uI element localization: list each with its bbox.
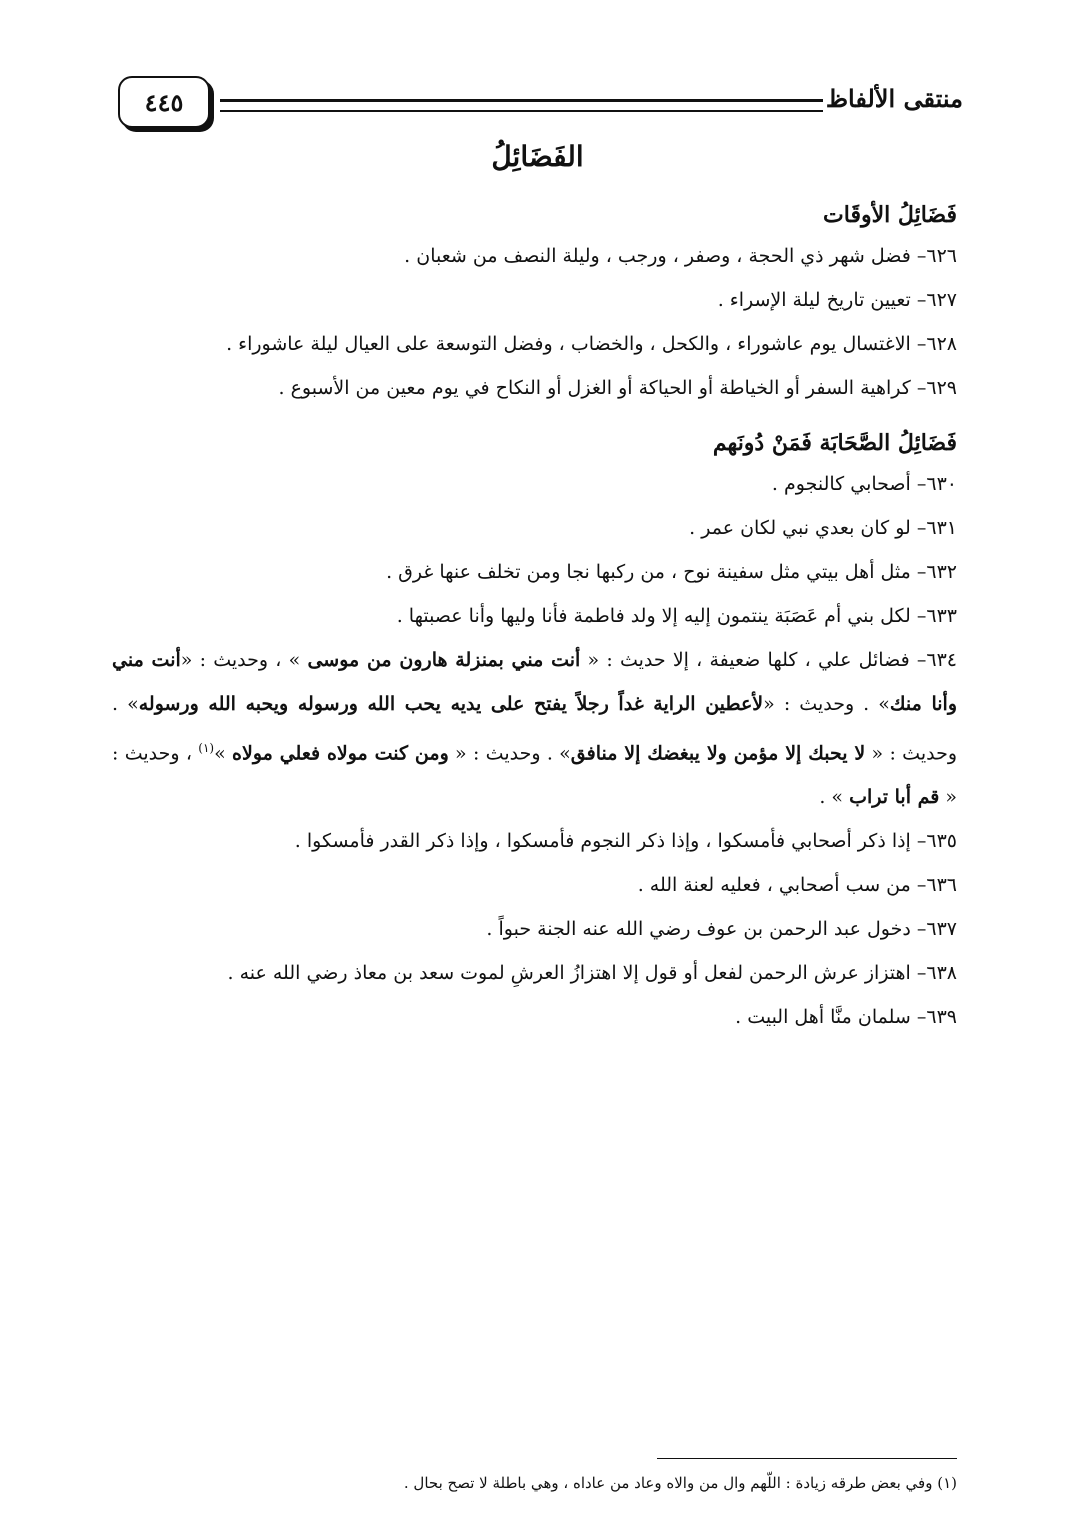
hadith-quote: قم أبا تراب (849, 786, 940, 809)
hadith-quote: ومن كنت مولاه فعلي مولاه (232, 742, 449, 765)
entry-639: ٦٣٩– سلمان منَّا أهل البيت . (735, 1006, 957, 1029)
footnote: (١) وفي بعض طرقه زيادة : اللّهم وال من والاه وعاد من عاداه ، وهي باطلة لا تصح بحال . (403, 1474, 957, 1492)
hadith-quote: لأعطين الراية غداً رجلاً يفتح على يديه يحب الله ورسوله ويحبه الله ورسوله (138, 693, 764, 715)
entry-634-text: ٦٣٤– فضائل علي ، كلها ضعيفة ، إلا حديث : « (580, 649, 957, 671)
entry-634-text: » . (819, 786, 850, 809)
hadith-quote: أنت مني وأنا منك (112, 649, 957, 715)
header-rule (220, 99, 823, 112)
entry-634-text: » . وحديث : « (448, 742, 571, 765)
hadith-quote: أنت مني بمنزلة هارون من موسى (307, 649, 581, 671)
footnote-divider (657, 1458, 957, 1459)
hadith-quote: لا يحبك إلا مؤمن ولا يبغضك إلا منافق (570, 742, 866, 765)
entry-630: ٦٣٠– أصحابي كالنجوم . (771, 473, 957, 495)
entry-634-text: » ، وحديث : « (180, 649, 308, 671)
footnote-marker: (١) (198, 741, 215, 755)
page-number: ٤٤٥ (144, 87, 184, 117)
page-content (112, 196, 957, 1039)
entry-626: ٦٢٦– فضل شهر ذي الحجة ، وصفر ، ورجب ، وليلة النصف من شعبان . (404, 245, 957, 267)
section-title-times: فَضَائِلُ الأوقَات (823, 202, 957, 228)
entry-628: ٦٢٨– الاغتسال يوم عاشوراء ، والكحل ، والخضاب ، وفضل التوسعة على العيال ليلة عاشوراء . (226, 333, 957, 355)
entry-629: ٦٢٩– كراهية السفر أو الخياطة أو الحياكة أو الغزل أو النكاح في يوم معين من الأسبوع . (278, 377, 957, 399)
entry-634-text: ، وحديث : « (112, 742, 957, 809)
entry-638: ٦٣٨– اهتزاز عرش الرحمن لفعل أو قول إلا اهتزازُ العرشِ لموت سعد بن معاذ رضي الله عنه . (227, 962, 957, 985)
book-title: منتقى الألفاظ (825, 84, 963, 113)
entry-637: ٦٣٧– دخول عبد الرحمن بن عوف رضي الله عنه الجنة حبواً . (486, 918, 957, 941)
entry-627: ٦٢٧– تعيين تاريخ ليلة الإسراء . (717, 289, 957, 311)
entry-632: ٦٣٢– مثل أهل بيتي مثل سفينة نوح ، من ركبها نجا ومن تخلف عنها غرق . (386, 561, 957, 583)
chapter-title: الفَضَائِلُ (491, 140, 584, 173)
entry-636: ٦٣٦– من سب أصحابي ، فعليه لعنة الله . (637, 874, 957, 897)
entry-633: ٦٣٣– لكل بني أم عَصَبَة ينتمون إليه إلا ولد فاطمة فأنا وليها وأنا عصبتها . (396, 605, 957, 627)
entry-634-text: » . وحديث : « (112, 693, 957, 765)
entry-634-text: » . وحديث : « (763, 693, 890, 715)
entry-634 (112, 638, 957, 819)
entry-635: ٦٣٥– إذا ذكر أصحابي فأمسكوا ، وإذا ذكر النجوم فأمسكوا ، وإذا ذكر القدر فأمسكوا . (294, 830, 957, 853)
entry-631: ٦٣١– لو كان بعدي نبي لكان عمر . (689, 517, 957, 539)
entry-634-text: » (214, 742, 233, 765)
page-header (112, 72, 963, 132)
page-number-badge (118, 76, 210, 128)
section-title-companions: فَضَائِلُ الصَّحَابَة فَمَنْ دُونَهم (712, 430, 957, 456)
